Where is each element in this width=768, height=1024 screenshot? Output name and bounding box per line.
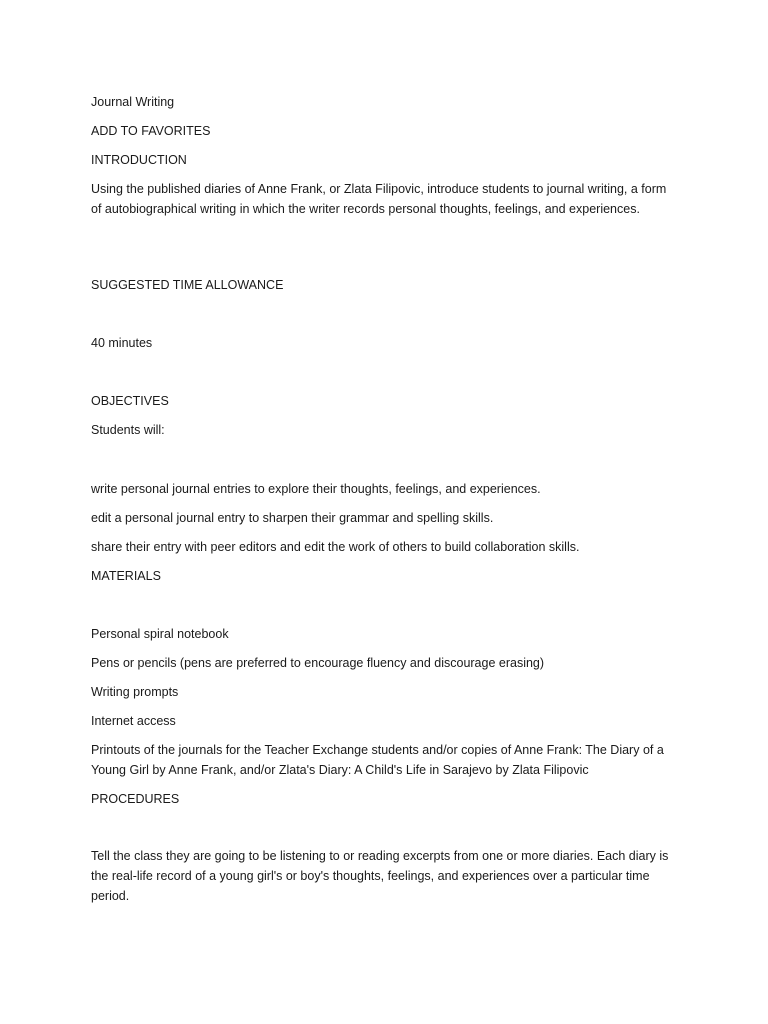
material-item: Pens or pencils (pens are preferred to encourage fluency and discourage erasing) xyxy=(91,656,545,670)
introduction-heading: INTRODUCTION xyxy=(91,153,187,167)
time-allowance-value: 40 minutes xyxy=(91,336,153,350)
add-to-favorites-link[interactable]: ADD TO FAVORITES xyxy=(91,124,211,138)
materials-heading: MATERIALS xyxy=(91,569,161,583)
material-item: Writing prompts xyxy=(91,685,179,699)
procedures-paragraph: Tell the class they are going to be listening to or reading excerpts from one or more diaries. Each diary is the real-life record of a young girl's or boy's thoughts, feelings, and experiences over a particular time period. xyxy=(91,849,669,903)
objective-item: edit a personal journal entry to sharpen their grammar and spelling skills. xyxy=(91,511,494,525)
document-title: Journal Writing xyxy=(91,95,175,109)
time-allowance-heading: SUGGESTED TIME ALLOWANCE xyxy=(91,278,284,292)
material-item: Printouts of the journals for the Teacher Exchange students and/or copies of Anne Frank: The Diary of a Young Girl by Anne Frank, and/or Zlata's Diary: A Child's Life in Sarajevo by Zlata Filipovic xyxy=(91,743,664,777)
objective-item: write personal journal entries to explore their thoughts, feelings, and experiences. xyxy=(91,482,541,496)
objectives-intro: Students will: xyxy=(91,423,165,437)
objective-item: share their entry with peer editors and edit the work of others to build collaboration skills. xyxy=(91,540,580,554)
procedures-heading: PROCEDURES xyxy=(91,792,180,806)
objectives-heading: OBJECTIVES xyxy=(91,394,169,408)
introduction-paragraph: Using the published diaries of Anne Frank, or Zlata Filipovic, introduce students to journal writing, a form of autobiographical writing in which the writer records personal thoughts, feelings, and experiences. xyxy=(91,182,667,216)
material-item: Personal spiral notebook xyxy=(91,627,229,641)
material-item: Internet access xyxy=(91,714,176,728)
